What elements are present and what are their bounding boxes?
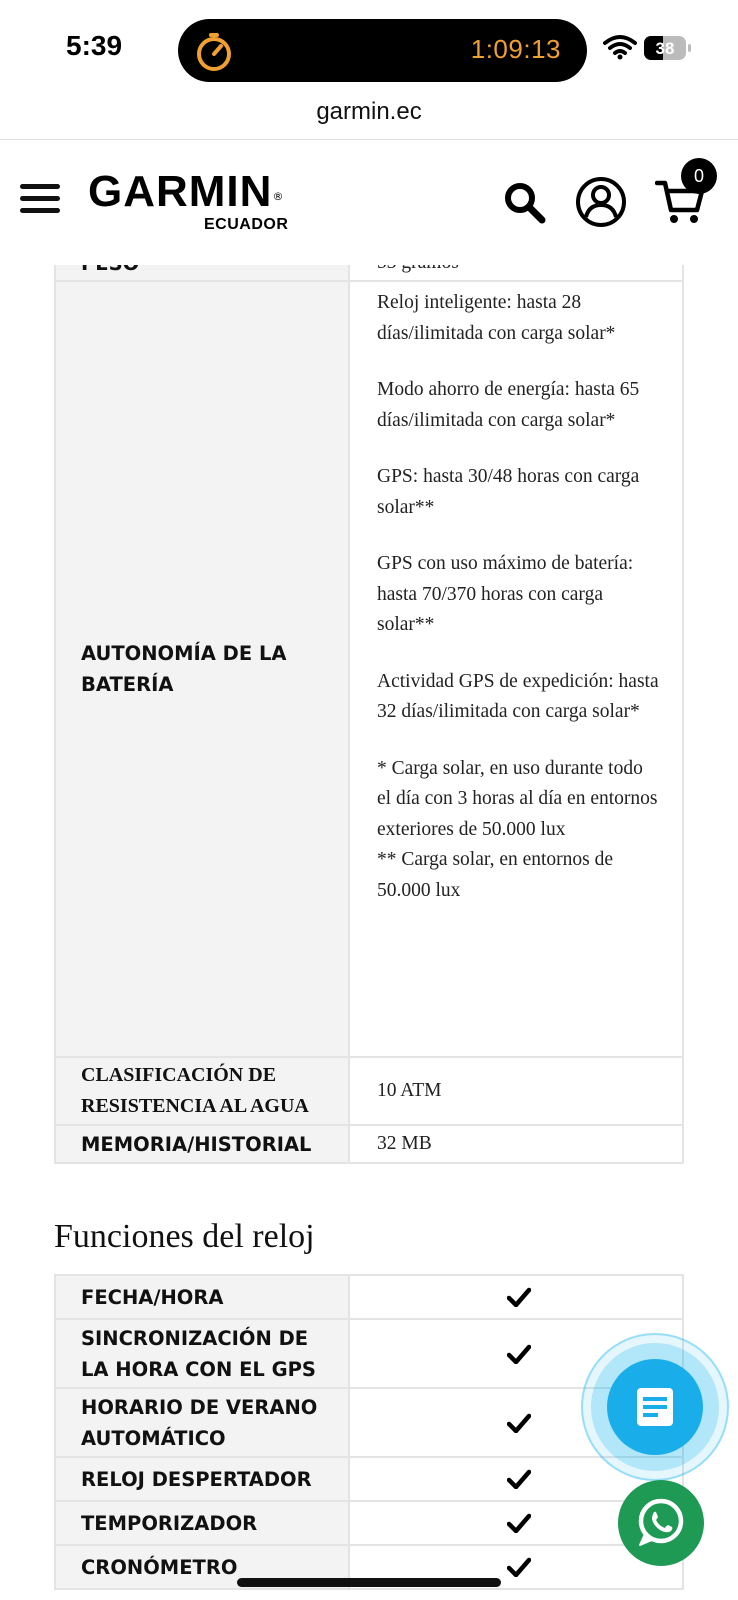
feature-label: FECHA/HORA bbox=[55, 1275, 349, 1319]
spec-label: CLASIFICACIÓN DE RESISTENCIA AL AGUA bbox=[55, 1057, 349, 1125]
wifi-icon bbox=[603, 34, 637, 60]
table-row bbox=[55, 1457, 683, 1501]
status-bar bbox=[0, 0, 738, 125]
url-bar[interactable]: garmin.ec bbox=[316, 98, 422, 125]
feature-value bbox=[349, 1275, 683, 1319]
specs-table bbox=[54, 245, 684, 1164]
timer-readout: 1:09:13 bbox=[470, 34, 561, 64]
cart-count-badge: 0 bbox=[681, 158, 717, 194]
table-row bbox=[55, 1501, 683, 1545]
whatsapp-icon bbox=[618, 1480, 704, 1566]
feature-label: HORARIO DE VERANO AUTOMÁTICO bbox=[55, 1388, 349, 1457]
spec-label: AUTONOMÍA DE LA BATERÍA bbox=[55, 281, 349, 1057]
chat-icon bbox=[607, 1359, 703, 1455]
checkmark-icon bbox=[507, 1344, 531, 1364]
svg-text:38: 38 bbox=[655, 39, 675, 58]
menu-icon[interactable] bbox=[20, 184, 60, 220]
home-indicator[interactable] bbox=[237, 1578, 501, 1587]
checkmark-icon bbox=[507, 1513, 531, 1533]
spec-label: MEMORIA/HISTORIAL bbox=[55, 1125, 349, 1163]
spec-value: 32 MB bbox=[349, 1125, 683, 1163]
spec-value: 10 ATM bbox=[349, 1057, 683, 1125]
feature-label: SINCRONIZACIÓN DE LA HORA CON EL GPS bbox=[55, 1319, 349, 1388]
status-time: 5:39 bbox=[66, 30, 123, 61]
account-icon[interactable] bbox=[575, 176, 627, 228]
table-row bbox=[55, 1125, 683, 1163]
checkmark-icon bbox=[507, 1287, 531, 1307]
whatsapp-button[interactable] bbox=[618, 1480, 704, 1566]
chat-button[interactable] bbox=[581, 1333, 729, 1481]
site-header bbox=[0, 140, 738, 265]
stopwatch-icon bbox=[192, 29, 236, 73]
search-icon[interactable] bbox=[503, 181, 547, 225]
checkmark-icon bbox=[507, 1557, 531, 1577]
feature-label: CRONÓMETRO bbox=[55, 1545, 349, 1589]
feature-label: TEMPORIZADOR bbox=[55, 1501, 349, 1545]
table-row bbox=[55, 1275, 683, 1319]
spec-value: Reloj inteligente: hasta 28 días/ilimitada con carga solar* Modo ahorro de energía: hasta 65 días/ilimitada con carga solar* GPS: hasta 30/48 horas con carga solar** GPS con uso máximo de batería: hasta 70/370 horas con carga solar** Actividad GPS de expedición: hasta 32 días/ilimitada con carga solar* * Carga solar, en uso durante todo el día con 3 horas al día en entornos exteriores de 50.000 lux ** Carga solar, en entornos de 50.000 lux bbox=[349, 281, 683, 1057]
checkmark-icon bbox=[507, 1413, 531, 1433]
section-title: Funciones del reloj bbox=[54, 1218, 315, 1255]
feature-label: RELOJ DESPERTADOR bbox=[55, 1457, 349, 1501]
table-row bbox=[55, 1057, 683, 1125]
battery-icon bbox=[644, 36, 692, 60]
garmin-logo[interactable]: $GARMIN_®$ ECUADOR bbox=[88, 167, 289, 233]
table-row bbox=[55, 281, 683, 1057]
checkmark-icon bbox=[507, 1469, 531, 1489]
dynamic-island[interactable] bbox=[178, 19, 587, 82]
